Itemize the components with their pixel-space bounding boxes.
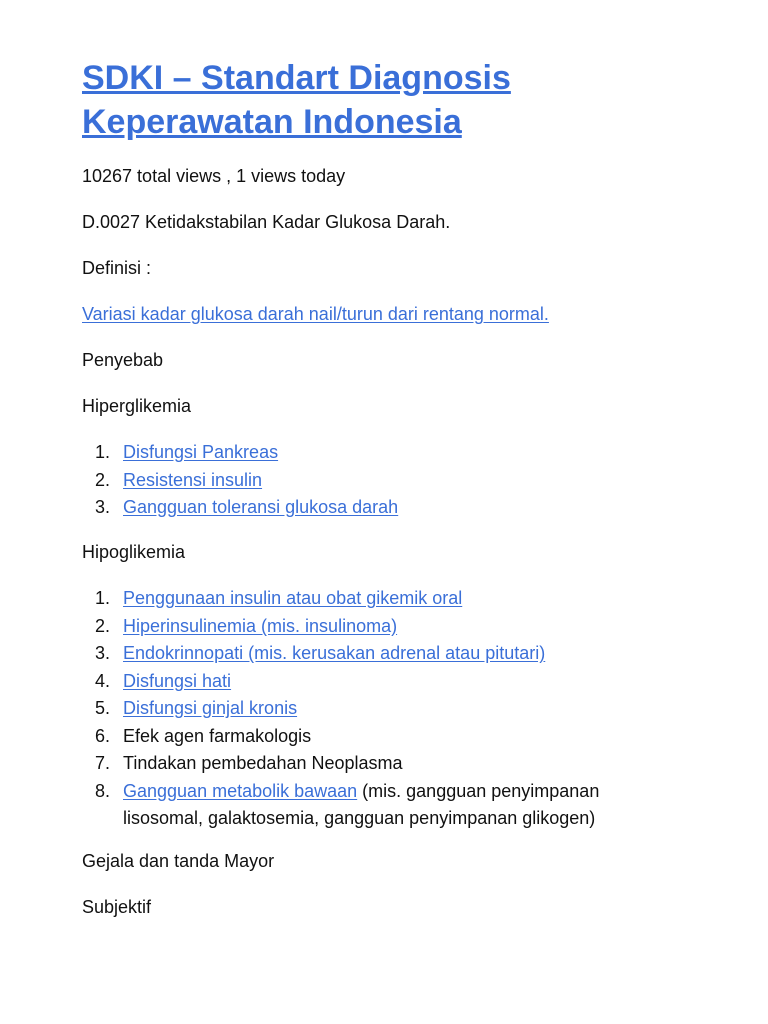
list-item-link[interactable]: Disfungsi ginjal kronis xyxy=(123,698,298,718)
cause-label: Penyebab xyxy=(82,350,164,370)
list-item xyxy=(82,467,398,495)
list-item-number: 2. xyxy=(95,615,111,636)
list-item-link[interactable]: Hiperinsulinemia (mis. insulinoma) xyxy=(123,615,398,636)
list-item-number: 1. xyxy=(95,442,111,462)
list-item-number: 3. xyxy=(95,643,111,663)
list-item-number: 6. xyxy=(95,725,111,746)
subjective-label: Subjektif xyxy=(82,897,152,917)
list-item-number: 1. xyxy=(95,588,111,608)
list-item xyxy=(82,778,683,833)
list-item-link[interactable]: Disfungsi Pankreas xyxy=(123,442,279,462)
list-item xyxy=(82,613,683,641)
list-item-number: 8. xyxy=(95,780,111,801)
list-item-link[interactable]: Resistensi insulin xyxy=(123,469,263,490)
list-item xyxy=(82,439,398,467)
list-item xyxy=(82,640,683,668)
list-item-text: Efek agen farmakologis xyxy=(123,725,312,746)
list-item-text: Tindakan pembedahan Neoplasma xyxy=(123,753,403,773)
list-item xyxy=(82,585,683,613)
list-item-number: 5. xyxy=(95,698,111,718)
list-item-link[interactable]: Endokrinnopati (mis. kerusakan adrenal atau pitutari) xyxy=(123,643,546,663)
list-item-number: 2. xyxy=(95,469,111,490)
list-item-link[interactable]: Penggunaan insulin atau obat gikemik oral xyxy=(123,588,463,608)
list-item-link[interactable]: Gangguan toleransi glukosa darah xyxy=(123,497,399,517)
definition-link[interactable]: Variasi kadar glukosa darah nail/turun dari rentang normal. xyxy=(82,304,549,324)
hypoglycemia-label: Hipoglikemia xyxy=(82,542,186,562)
hyperglycemia-label: Hiperglikemia xyxy=(82,396,192,416)
list-item-link[interactable]: Gangguan metabolik bawaan xyxy=(123,780,358,801)
views-counter: 10267 total views , 1 views today xyxy=(82,166,346,186)
page-title-link[interactable]: SDKI – Standart Diagnosis Keperawatan Indonesia xyxy=(82,59,511,141)
list-item-number: 7. xyxy=(95,753,111,773)
list-item-link[interactable]: Disfungsi hati xyxy=(123,670,232,691)
hyperglycemia-list xyxy=(82,439,398,522)
hypoglycemia-list xyxy=(82,585,683,833)
list-item xyxy=(82,695,683,723)
list-item xyxy=(82,494,398,522)
list-item-number: 3. xyxy=(95,497,111,517)
list-item xyxy=(82,750,683,778)
list-item xyxy=(82,668,683,696)
diagnosis-code: D.0027 Ketidakstabilan Kadar Glukosa Darah. xyxy=(82,212,451,232)
definition-label: Definisi : xyxy=(82,258,152,278)
list-item xyxy=(82,723,683,751)
list-item-text: (mis. gangguan penyimpanan lisosomal, galaktosemia, gangguan penyimpanan glikogen) xyxy=(123,780,600,828)
signs-label: Gejala dan tanda Mayor xyxy=(82,851,275,871)
list-item-number: 4. xyxy=(95,670,111,691)
